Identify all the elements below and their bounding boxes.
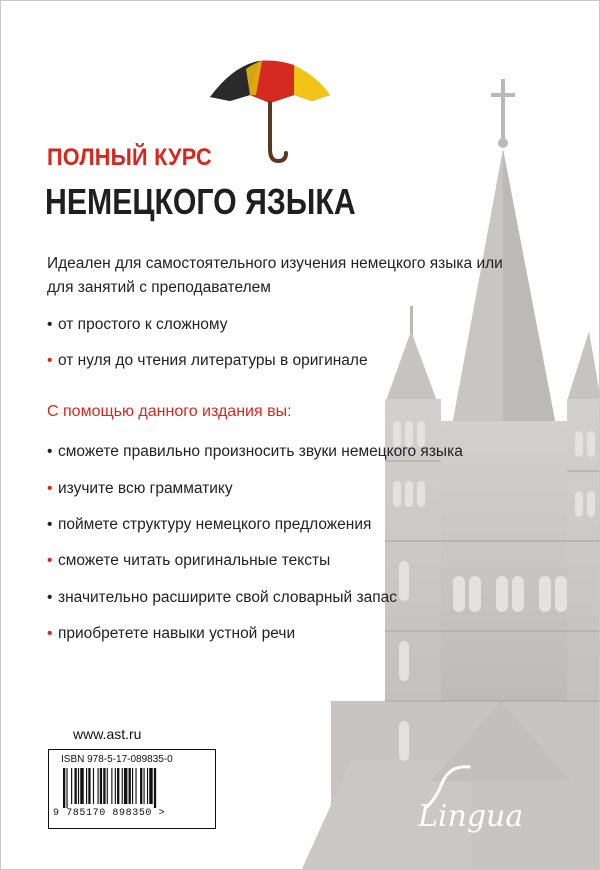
feature-text: от нуля до чтения литературы в оригинале: [58, 352, 368, 369]
barcode-bar: [129, 768, 131, 804]
title-line-2: НЕМЕЦКОГО ЯЗЫКА: [45, 181, 356, 222]
benefit-text: изучите всю грамматику: [58, 480, 233, 497]
publisher-website: www.ast.ru: [73, 726, 142, 742]
barcode-image: [61, 768, 201, 808]
barcode-bar: [147, 768, 148, 804]
title-line-1: ПОЛНЫЙ КУРС: [47, 144, 212, 171]
barcode-bar: [80, 768, 83, 804]
bullet-dot-icon: •: [47, 625, 53, 642]
feature-text: от простого к сложному: [58, 316, 228, 333]
barcode-digits: 9 785170 898350 >: [53, 808, 166, 819]
barcode-bar: [140, 768, 142, 804]
bullet-dot-icon: •: [47, 480, 53, 497]
umbrella-icon: [206, 57, 334, 173]
subheading: С помощью данного издания вы:: [47, 403, 292, 420]
bullet-dot-icon: •: [47, 316, 53, 333]
bullet-dot-icon: •: [47, 443, 53, 460]
barcode-bar: [117, 768, 119, 804]
barcode-bar: [149, 768, 152, 804]
barcode-bar: [107, 768, 108, 804]
intro-text: Идеален для самостоятельного изучения немецкого языка или для занятий с преподавателем: [47, 255, 503, 296]
feature-item: [47, 352, 368, 370]
benefit-item: [47, 443, 463, 461]
barcode-bar: [93, 768, 94, 804]
barcode-bar: [71, 768, 72, 804]
benefit-item: [47, 625, 295, 643]
bullet-dot-icon: •: [47, 352, 53, 369]
benefit-text: значительно расширите свой словарный запас: [58, 589, 397, 606]
isbn-text: ISBN 978-5-17-089835-0: [61, 754, 173, 765]
barcode-bar: [100, 768, 102, 804]
barcode-bar: [78, 768, 79, 804]
benefit-text: поймете структуру немецкого предложения: [58, 516, 372, 533]
barcode-bar: [111, 768, 112, 804]
benefit-text: сможете правильно произносить звуки немецкого языка: [58, 443, 463, 460]
benefit-text: сможете читать оригинальные тексты: [58, 552, 331, 569]
barcode-bar: [88, 768, 90, 804]
barcode-bar: [66, 768, 67, 808]
barcode-bar: [98, 768, 99, 804]
barcode-bar: [144, 768, 145, 804]
barcode-bar: [124, 768, 127, 804]
barcode-bar: [132, 768, 133, 804]
benefit-item: [47, 516, 371, 534]
barcode-bar: [86, 768, 87, 804]
barcode-bar: [75, 768, 77, 804]
benefit-item: [47, 552, 330, 570]
benefit-item: [47, 480, 233, 498]
bullet-dot-icon: •: [47, 516, 53, 533]
barcode-block: [48, 749, 216, 829]
barcode-bar: [63, 768, 65, 808]
benefit-item: [47, 589, 397, 607]
barcode-bar: [154, 768, 156, 808]
bullet-dot-icon: •: [47, 589, 53, 606]
benefit-text: приобретете навыки устной речи: [58, 625, 296, 642]
barcode-bar: [103, 768, 105, 804]
bullet-dot-icon: •: [47, 552, 53, 569]
barcode-bar: [115, 768, 116, 804]
brand-logo: Lingua: [418, 799, 524, 834]
feature-item: [47, 316, 228, 334]
barcode-bar: [135, 768, 136, 804]
barcode-bar: [122, 768, 123, 804]
